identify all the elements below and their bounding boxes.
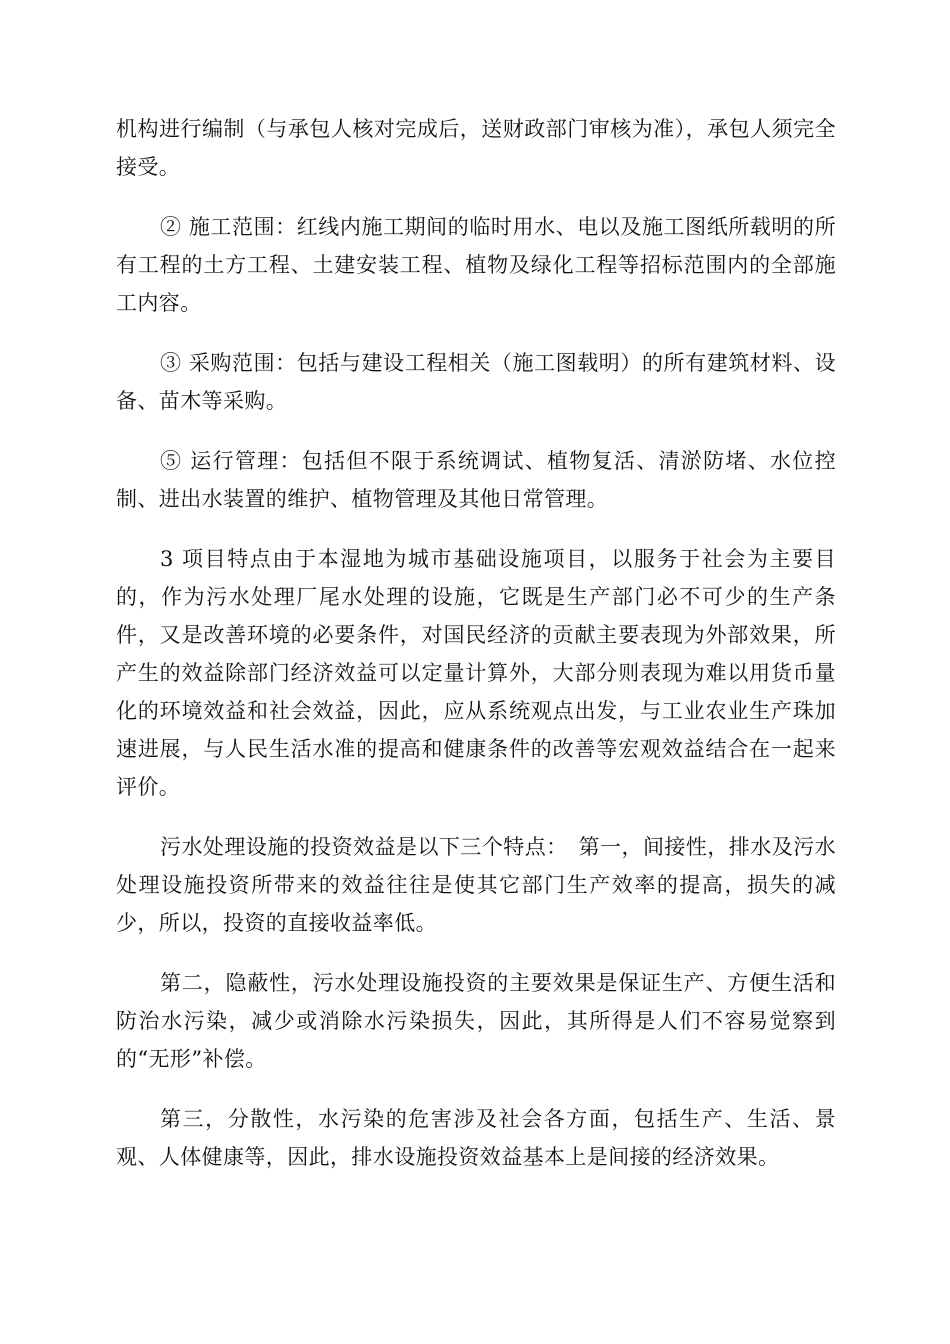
paragraph-second-point: 第二，隐蔽性，污水处理设施投资的主要效果是保证生产、方便生活和防治水污染，减少或消除水污染损失，因此，其所得是人们不容易觉察到的“无形”补偿。 xyxy=(116,971,836,1071)
paragraph-operation-management: ⑤ 运行管理：包括但不限于系统调试、植物复活、清淤防堵、水位控制、进出水装置的维护、植物管理及其他日常管理。 xyxy=(116,449,836,511)
paragraph-continuation: 机构进行编制（与承包人核对完成后，送财政部门审核为准），承包人须完全接受。 xyxy=(116,117,836,179)
paragraph-procurement-scope: ③ 采购范围：包括与建设工程相关（施工图载明）的所有建筑材料、设备、苗木等采购。 xyxy=(116,351,836,413)
document-body xyxy=(116,110,836,1198)
paragraph-construction-scope: ② 施工范围：红线内施工期间的临时用水、电以及施工图纸所载明的所有工程的土方工程、土建安装工程、植物及绿化工程等招标范围内的全部施工内容。 xyxy=(116,215,836,315)
paragraph-third-point: 第三，分散性，水污染的危害涉及社会各方面，包括生产、生活、景观、人体健康等，因此，排水设施投资效益基本上是间接的经济效果。 xyxy=(116,1107,836,1169)
paragraph-project-features: 3 项目特点由于本湿地为城市基础设施项目，以服务于社会为主要目的，作为污水处理厂尾水处理的设施，它既是生产部门必不可少的生产条件，又是改善环境的必要条件，对国民经济的贡献主要表现为外部效果，所产生的效益除部门经济效益可以定量计算外，大部分则表现为难以用货币量化的环境效益和社会效益，因此，应从系统观点出发，与工业农业生产珠加速进展，与人民生活水准的提高和健康条件的改善等宏观效益结合在一起来评价。 xyxy=(116,547,836,799)
paragraph-investment-benefits: 污水处理设施的投资效益是以下三个特点： 第一，间接性，排水及污水处理设施投资所带来的效益往往是使其它部门生产效率的提高，损失的减少，所以，投资的直接收益率低。 xyxy=(116,835,836,935)
